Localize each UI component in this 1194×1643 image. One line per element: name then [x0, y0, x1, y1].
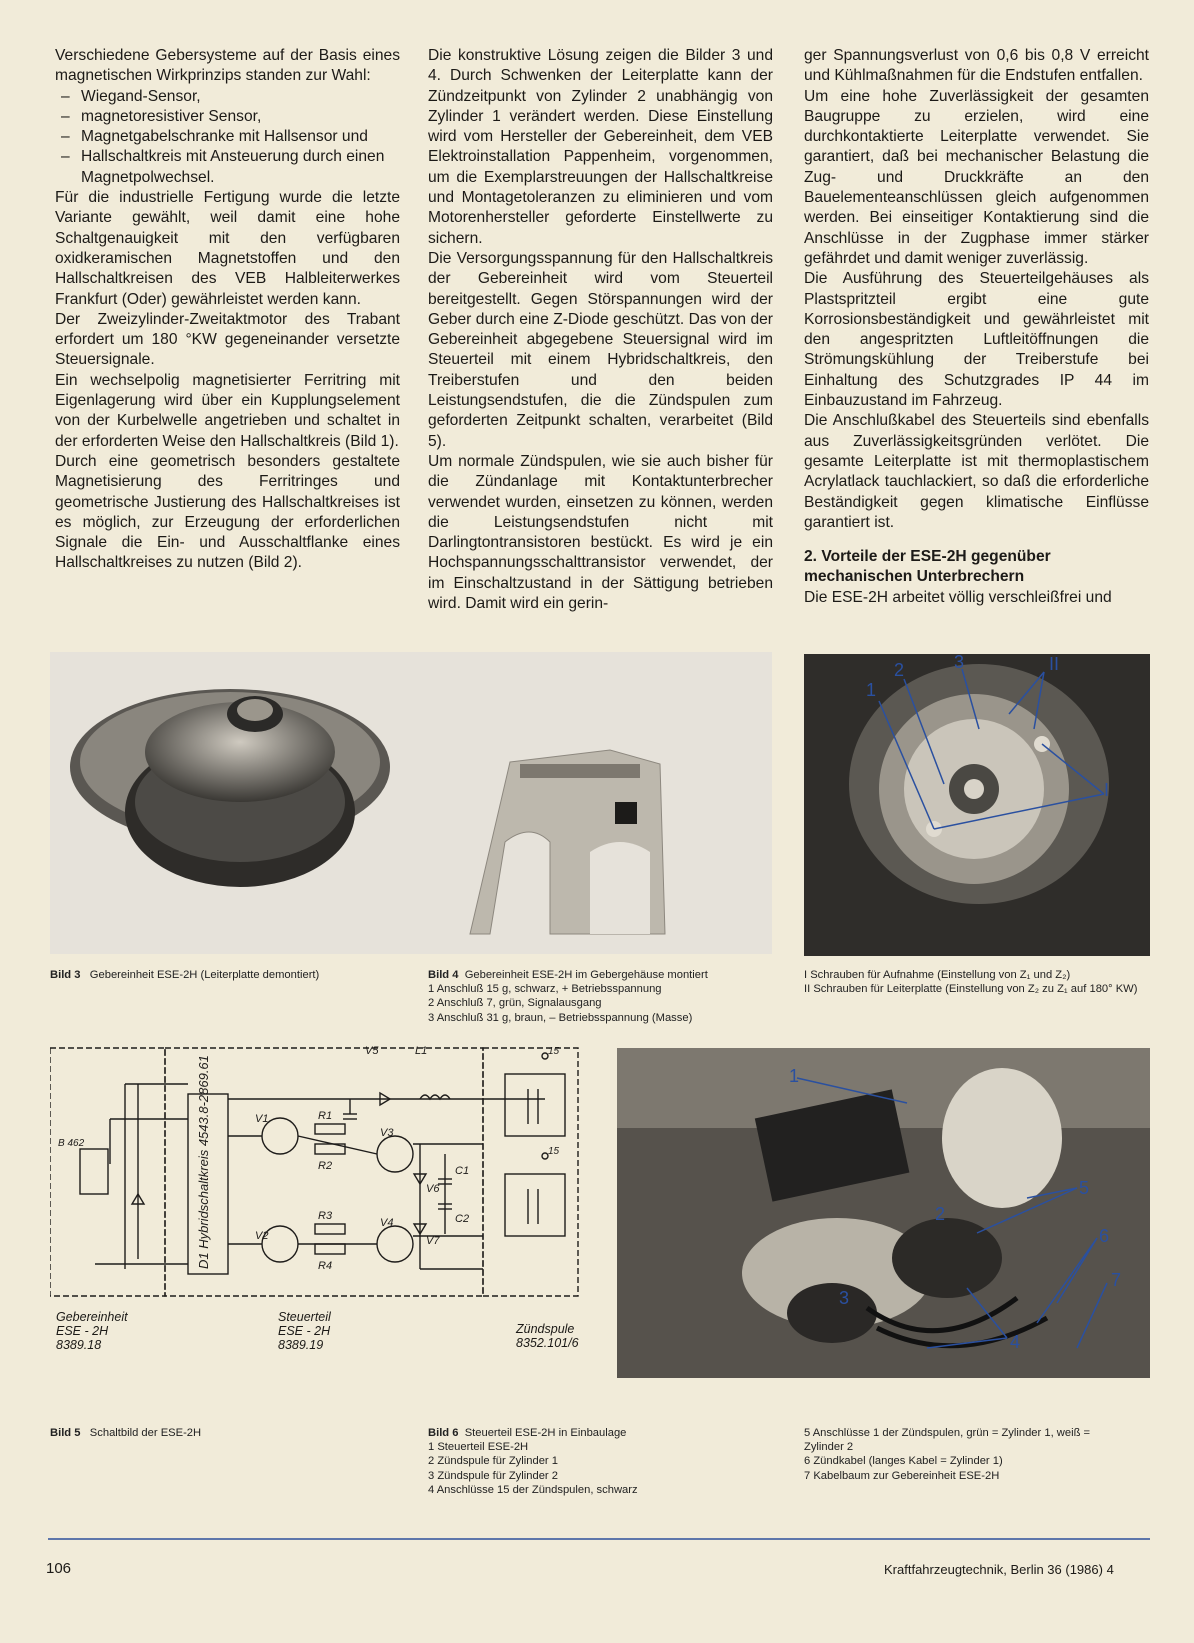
caption-item: 5 Anschlüsse 1 der Zündspulen, grün = Zylinder 1, weiß = Zylinder 2: [804, 1427, 1091, 1454]
svg-text:D1 Hybridschaltkreis 4543.8-28: D1 Hybridschaltkreis 4543.8-2869.61: [196, 1055, 211, 1269]
caption-bild2: [804, 968, 1154, 996]
photo-label: 2: [935, 1204, 946, 1224]
photo-label: 2: [894, 660, 905, 680]
stamp-zuendspule: Zündspule 8352.101/6: [516, 1322, 579, 1350]
caption-item: 6 Zündkabel (langes Kabel = Zylinder 1): [804, 1455, 1003, 1468]
svg-text:V1: V1: [255, 1113, 269, 1125]
figure-label: Bild 5: [50, 1427, 81, 1439]
figure-label: Bild 3: [50, 969, 81, 981]
section-heading: 2. Vorteile der ESE-2H gegenüber mechanischen Unterbrechern: [804, 548, 1051, 586]
bullet-list: [55, 87, 400, 188]
photo-label: 3: [954, 654, 965, 672]
paragraph: Um eine hohe Zuverlässigkeit der gesamten Baugruppe zu erzielen, wird eine durchkontaktierte Leiterplatte verwendet. Sie garantiert, daß bei mechanischer Belastung die Zug- und Druckkräfte an den Bauelementeanschlüssen gleich aufgenommen werden. Bei einseitiger Kontaktierung sind die Anschlüsse in der Zugphase immer stärker gefährdet und damit weniger zuverlässig.: [804, 87, 1149, 267]
paragraph: Um normale Zündspulen, wie sie auch bisher für die Zündanlage mit Kontaktunterbrecher verwendet wurden, einsetzen zu können, werden die Leistungsendstufen nicht mit Darlingtontransistoren bestückt. Es wird je ein Hochspannungsschalttransistor verwendet, der im Einschaltzustand in der Sättigung betrieben wird. Damit wird ein gerin-: [428, 452, 773, 613]
journal-citation: Kraftfahrzeugtechnik, Berlin 36 (1986) 4: [884, 1562, 1114, 1577]
distributor-photo: [804, 654, 1150, 956]
svg-text:V6: V6: [426, 1183, 440, 1195]
column-1: [55, 46, 400, 574]
photo-label: II: [1049, 654, 1060, 674]
stamp-steuerteil: Steuerteil ESE - 2H 8389.19: [278, 1310, 331, 1352]
photo-label: 3: [839, 1288, 850, 1308]
photo-label: 6: [1099, 1226, 1110, 1246]
svg-text:15: 15: [548, 1146, 560, 1157]
photo-bild3-bild4: [50, 652, 772, 954]
figure-label: Bild 6: [428, 1427, 459, 1439]
svg-text:15: 15: [548, 1046, 560, 1057]
sensor-unit-image: [50, 652, 772, 954]
caption-bild4: Bild 4 Gebereinheit ESE-2H im Gebergehäuse montiert 1 Anschluß 15 g, schwarz, + Betriebsspannung 2 Anschluß 7, grün, Signalausgang 3 Anschluß 31 g, braun, – Betriebsspannung (Masse): [428, 968, 778, 1025]
svg-text:C1: C1: [455, 1165, 470, 1177]
photo-label: 1: [789, 1066, 800, 1086]
photo-label: 4: [1010, 1332, 1021, 1352]
photo-label: 5: [1079, 1178, 1090, 1198]
photo-bild6: [617, 1048, 1150, 1378]
caption-item: 3 Zündspule für Zylinder 2: [428, 1469, 558, 1482]
paragraph: Die Versorgungsspannung für den Hallschaltkreis der Gebereinheit wird vom Steuerteil bereitgestellt. Gegen Störspannungen wird der Geber durch eine Z-Diode geschützt. Das von der Gebereinheit abgegebene Steuersignal wird im Steuerteil mit einem Hybridschaltkreis, den Treiberstufen und den beiden Leistungsendstufen, die die Zündspulen zum geforderten Zeitpunkt schalten, verarbeitet (Bild 5).: [428, 249, 773, 450]
caption-bild6: Bild 6 Steuerteil ESE-2H in Einbaulage 1 Steuerteil ESE-2H 2 Zündspule für Zylinder 1 3 Zündspule für Zylinder 2 4 Anschlüsse 15 der Zündspulen, schwarz: [428, 1426, 778, 1497]
stamp-gebereinheit: Gebereinheit ESE - 2H 8389.18: [56, 1310, 128, 1352]
caption-bild5: Bild 5 Schaltbild der ESE-2H: [50, 1427, 202, 1439]
photo-label: I: [1104, 780, 1110, 800]
list-item: – Magnetgabelschranke mit Hallsensor und: [55, 127, 400, 147]
column-2: [428, 46, 773, 614]
list-item: – magnetoresistiver Sensor,: [55, 107, 400, 127]
svg-text:R3: R3: [318, 1210, 333, 1222]
paragraph: Für die industrielle Fertigung wurde die letzte Variante gewählt, weil damit eine hohe Schaltgenauigkeit mit den verfügbaren oxidkeramischen Magnetstoffen und den Hallschaltkreisen des VEB Halbleiterwerkes Frankfurt (Oder) gewährleistet werden kann.: [55, 189, 400, 308]
svg-text:R2: R2: [318, 1160, 333, 1172]
caption-item: 2 Zündspule für Zylinder 1: [428, 1455, 558, 1468]
caption-item: 7 Kabelbaum zur Gebereinheit ESE-2H: [804, 1469, 1000, 1482]
paragraph: Die ESE-2H arbeitet völlig verschleißfrei und: [804, 588, 1112, 606]
caption-item: 3 Anschluß 31 g, braun, – Betriebsspannung (Masse): [428, 1011, 693, 1024]
caption-item: II Schrauben für Leiterplatte (Einstellung von Z₂ zu Z₁ auf 180° KW): [804, 983, 1138, 996]
svg-text:R4: R4: [318, 1260, 333, 1272]
svg-text:V2: V2: [255, 1230, 269, 1242]
paragraph: Die konstruktive Lösung zeigen die Bilder 3 und 4. Durch Schwenken der Leiterplatte kann der Zündzeitpunkt von Zylinder 2 unabhängig von Zylinder 1 verändert werden. Diese Einstellung wird vom Hersteller der Gebereinheit, dem VEB Elektroinstallation Pappenheim, vorgenommen, um die Exemplarstreuungen der Hallschaltkreise und Montagetoleranzen zu eliminieren und vom Motorenhersteller geforderte Einstellwerte zu sichern.: [428, 47, 773, 247]
caption-item: 2 Anschluß 7, grün, Signalausgang: [428, 997, 602, 1010]
svg-text:V7: V7: [426, 1235, 440, 1247]
caption-item: 1 Steuerteil ESE-2H: [428, 1441, 529, 1454]
photo-label: 7: [1111, 1270, 1122, 1290]
svg-text:L1: L1: [415, 1045, 428, 1057]
paragraph: Die Ausführung des Steuerteilgehäuses als Plastspritzteil ergibt eine gute Korrosionsbeständigkeit und gewährleistet mit den angespritzten Luftleitöffnungen die Strömungskühlung der Treiberstufe bei Einhaltung des Schutzgrades IP 44 im Einbauzustand im Fahrzeug.: [804, 270, 1149, 410]
paragraph: ger Spannungsverlust von 0,6 bis 0,8 V erreicht und Kühlmaßnahmen für die Endstufen entfallen.: [804, 47, 1149, 85]
caption-item: I Schrauben für Aufnahme (Einstellung von Z₁ und Z₂): [804, 969, 1071, 981]
photo-bild2: [804, 654, 1150, 956]
svg-text:V4: V4: [380, 1217, 394, 1229]
svg-text:B 462: B 462: [58, 1138, 85, 1149]
list-item: – Hallschaltkreis mit Ansteuerung durch einen Magnetpolwechsel.: [55, 147, 400, 188]
paragraph: Verschiedene Gebersysteme auf der Basis eines magnetischen Wirkprinzips standen zur Wahl:: [55, 47, 400, 85]
caption-item: 4 Anschlüsse 15 der Zündspulen, schwarz: [428, 1483, 638, 1496]
svg-text:V3: V3: [380, 1127, 394, 1139]
svg-text:V5: V5: [365, 1045, 379, 1057]
caption-bild3: Bild 3 Gebereinheit ESE-2H (Leiterplatte demontiert): [50, 969, 320, 981]
list-item: – Wiegand-Sensor,: [55, 87, 400, 107]
paragraph: Durch eine geometrisch besonders gestaltete Magnetisierung des Ferritringes und geometrische Justierung des Hallschaltkreises ist es möglich, zur Erzeugung der erforderlichen Signale die Ein- und Ausschaltflanke eines Hallschaltkreises zu nutzen (Bild 2).: [55, 452, 400, 572]
paragraph: Die Anschlußkabel des Steuerteils sind ebenfalls aus Zuverlässigkeitsgründen verlötet. Die gesamte Leiterplatte ist mit thermoplastischem Acrylatlack tauchlackiert, so daß die erforderliche Beständigkeit gegen klimatische Einflüsse garantiert ist.: [804, 412, 1149, 531]
footer-rule: [48, 1537, 1150, 1543]
photo-label: 1: [866, 680, 877, 700]
circuit-schematic: [50, 1044, 580, 1306]
svg-text:C2: C2: [455, 1213, 470, 1225]
paragraph: Ein wechselpolig magnetisierter Ferritring mit Eigenlagerung wird über ein Kupplungselement von der Kurbelwelle angetrieben und schaltet in der erforderten Weise den Hallschaltkreis (Bild 1).: [55, 371, 400, 450]
page-number: 106: [46, 1560, 72, 1577]
column-3: [804, 46, 1149, 608]
paragraph: Der Zweizylinder-Zweitaktmotor des Trabant erfordert um 180 °KW gegeneinander versetzte Steuersignale.: [55, 310, 400, 369]
caption-item: 1 Anschluß 15 g, schwarz, + Betriebsspannung: [428, 983, 662, 996]
svg-text:R1: R1: [318, 1110, 333, 1122]
caption-bild6-continued: [804, 1426, 1124, 1483]
figure-label: Bild 4: [428, 969, 459, 981]
control-unit-photo: [617, 1048, 1150, 1378]
